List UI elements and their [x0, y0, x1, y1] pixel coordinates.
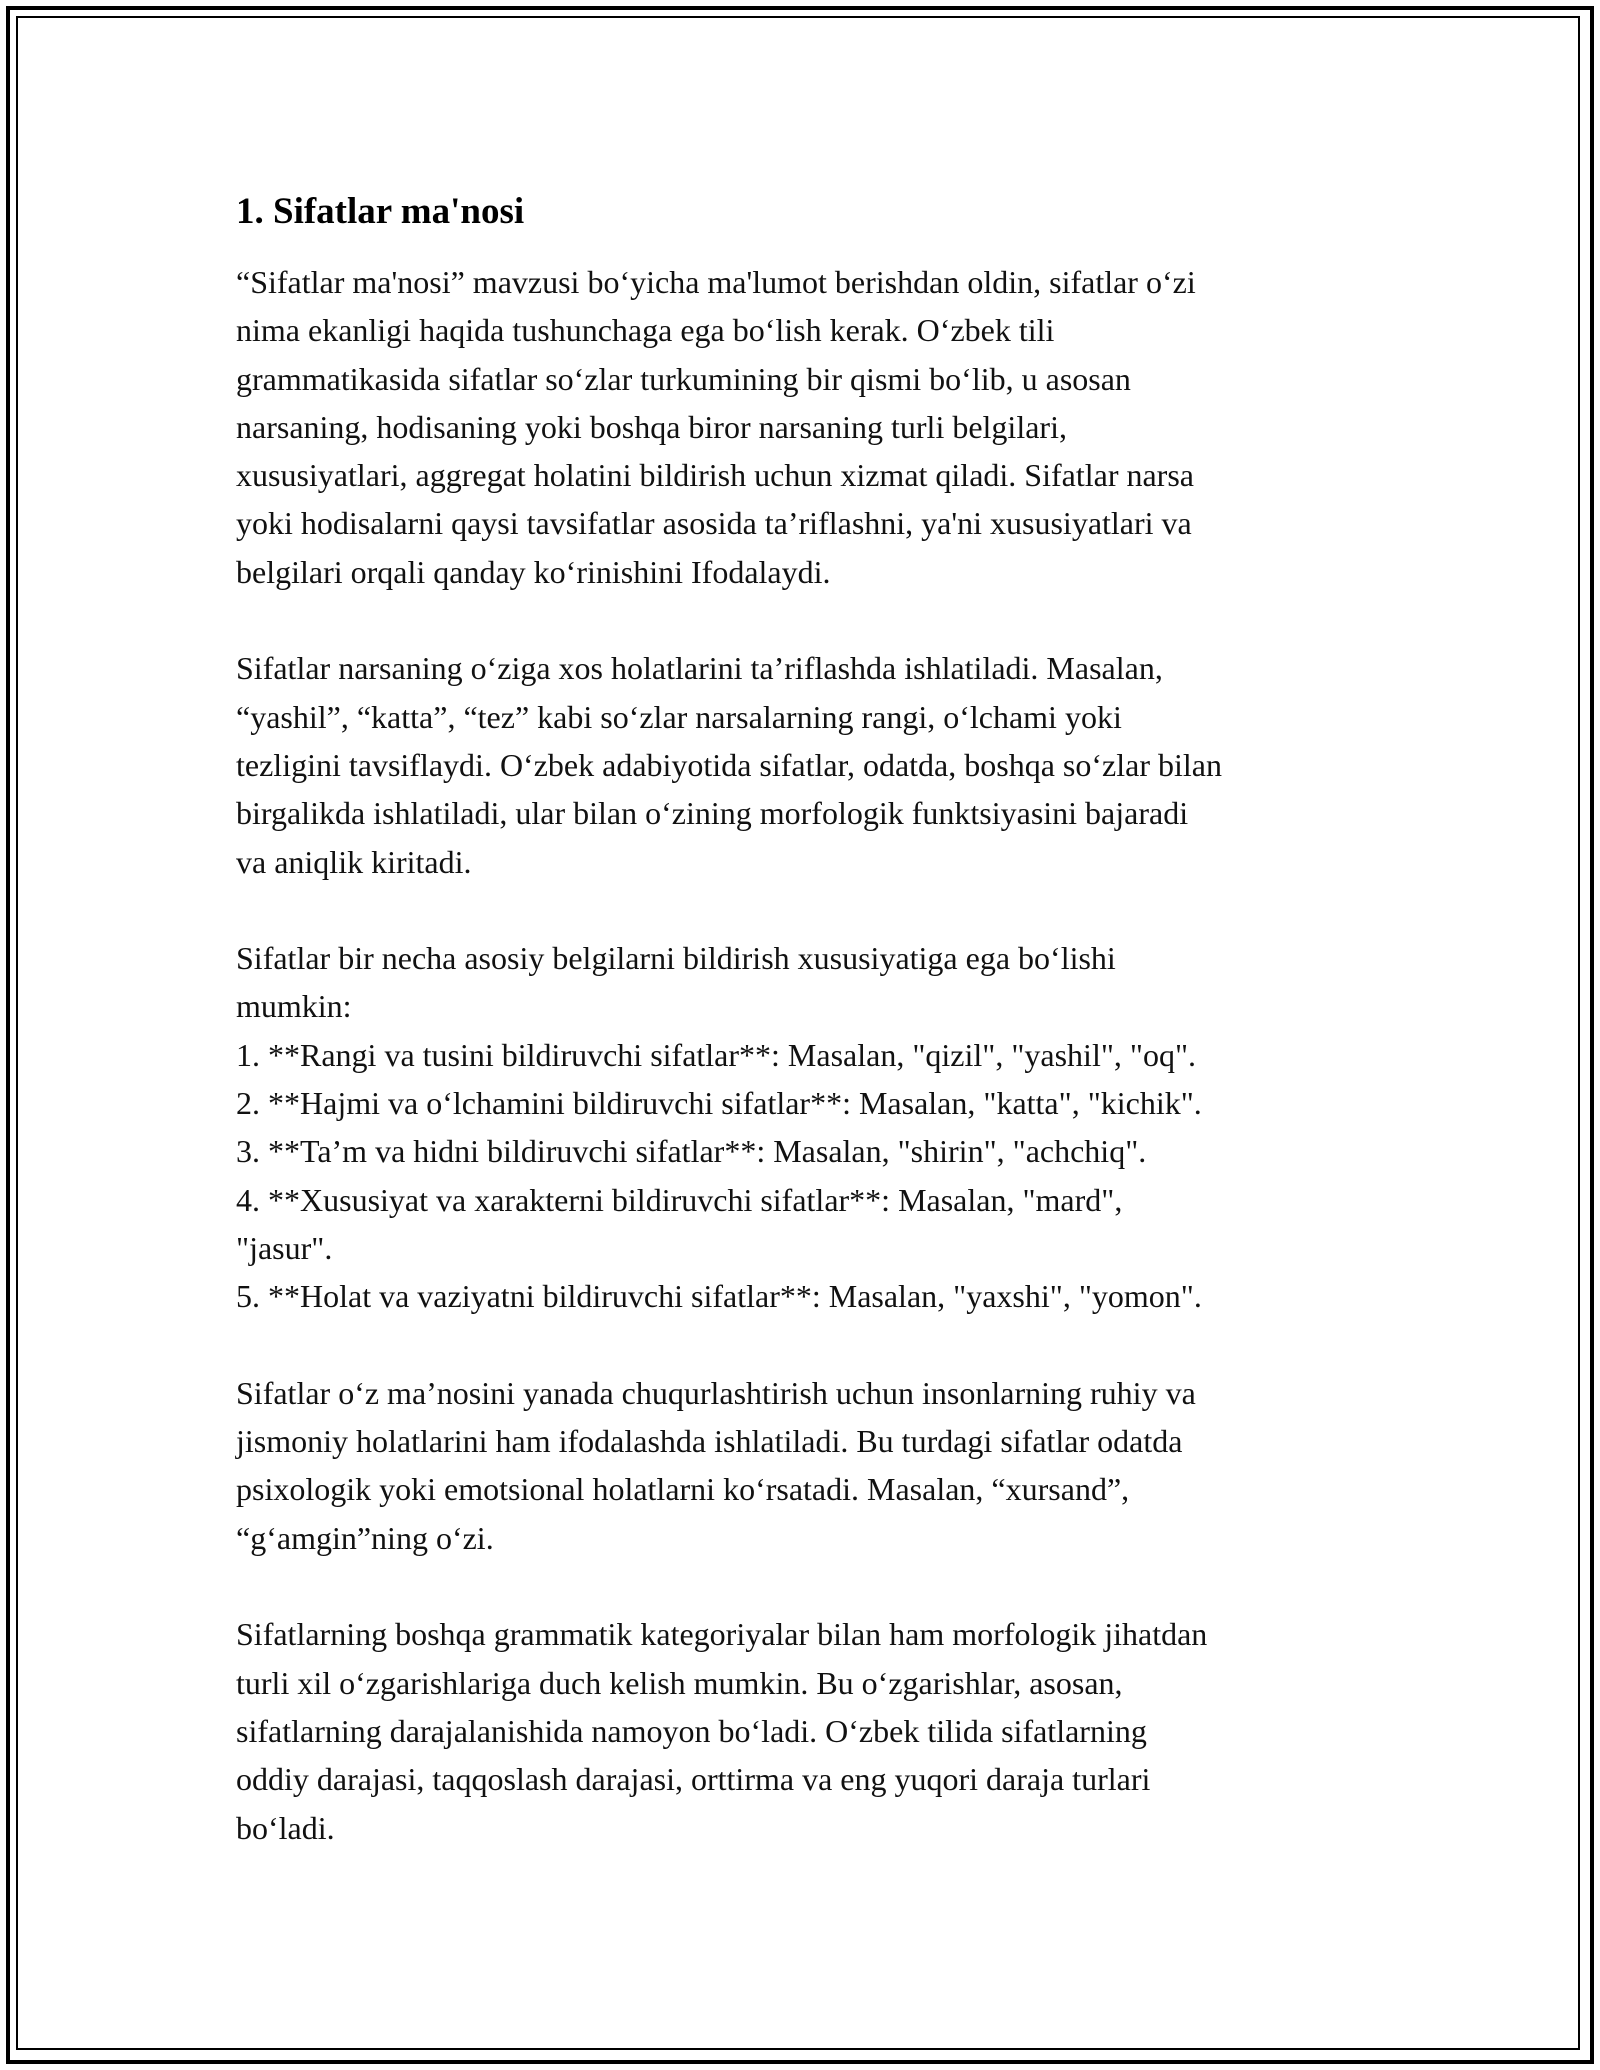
paragraph-intro: “Sifatlar ma'nosi” mavzusi bo‘yicha ma'lumot berishdan oldin, sifatlar o‘zi nima ekanligi haqida tushunchaga ega bo‘lish kerak. O‘zbek tili grammatikasida sifatlar so‘zlar turkumining bir qismi bo‘lib, u asosan narsaning, hodisaning yoki boshqa biror narsaning turli belgilari, xususiyatlari, aggregat holatini bildirish uchun xizmat qiladi. Sifatlar narsa yoki hodisalarni qaysi tavsifatlar asosida ta’riflashni, ya'ni xususiyatlari va belgilari orqali qanday ko‘rinishini Ifodalaydi.: [236, 264, 1196, 590]
list-item: 1. **Rangi va tusini bildiruvchi sifatlar**: Masalan, "qizil", "yashil", "oq".: [236, 1036, 1197, 1073]
section-title: 1. Sifatlar ma'nosi: [236, 191, 525, 232]
list-item: 4. **Xususiyat va xarakterni bildiruvchi sifatlar**: Masalan, "mard", "jasur".: [236, 1181, 1123, 1266]
document-body: [236, 188, 1376, 1900]
paragraph-degrees: Sifatlarning boshqa grammatik kategoriyalar bilan ham morfologik jihatdan turli xil o‘zgarishlariga duch kelish mumkin. Bu o‘zgarishlar, asosan, sifatlarning darajalanishida namoyon bo‘ladi. O‘zbek tilida sifatlarning oddiy darajasi, taqqoslash darajasi, orttirma va eng yuqori daraja turlari bo‘ladi.: [236, 1616, 1208, 1846]
list-intro: Sifatlar bir necha asosiy belgilarni bildirish xususiyatiga ega bo‘lishi mumkin:: [236, 940, 1116, 1025]
adjective-types-list: [236, 1031, 1376, 1321]
paragraph-usage: Sifatlar narsaning o‘ziga xos holatlarini ta’riflashda ishlatiladi. Masalan, “yashil”, “katta”, “tez” kabi so‘zlar narsalarning rangi, o‘lchami yoki tezligini tavsiflaydi. O‘zbek adabiyotida sifatlar, odatda, boshqa so‘zlar bilan birgalikda ishlatiladi, ular bilan o‘zining morfologik funktsiyasini bajaradi va aniqlik kiritadi.: [236, 650, 1222, 880]
list-item: 5. **Holat va vaziyatni bildiruvchi sifatlar**: Masalan, "yaxshi", "yomon".: [236, 1278, 1202, 1315]
paragraph-psychological: Sifatlar o‘z ma’nosini yanada chuqurlashtirish uchun insonlarning ruhiy va jismoniy holatlarini ham ifodalashda ishlatiladi. Bu turdagi sifatlar odatda psixologik yoki emotsional holatlarni ko‘rsatadi. Masalan, “xursand”, “g‘amgin”ning o‘zi.: [236, 1374, 1196, 1556]
list-item: 3. **Ta’m va hidni bildiruvchi sifatlar**: Masalan, "shirin", "achchiq".: [236, 1133, 1147, 1170]
list-item: 2. **Hajmi va o‘lchamini bildiruvchi sifatlar**: Masalan, "katta", "kichik".: [236, 1085, 1202, 1122]
